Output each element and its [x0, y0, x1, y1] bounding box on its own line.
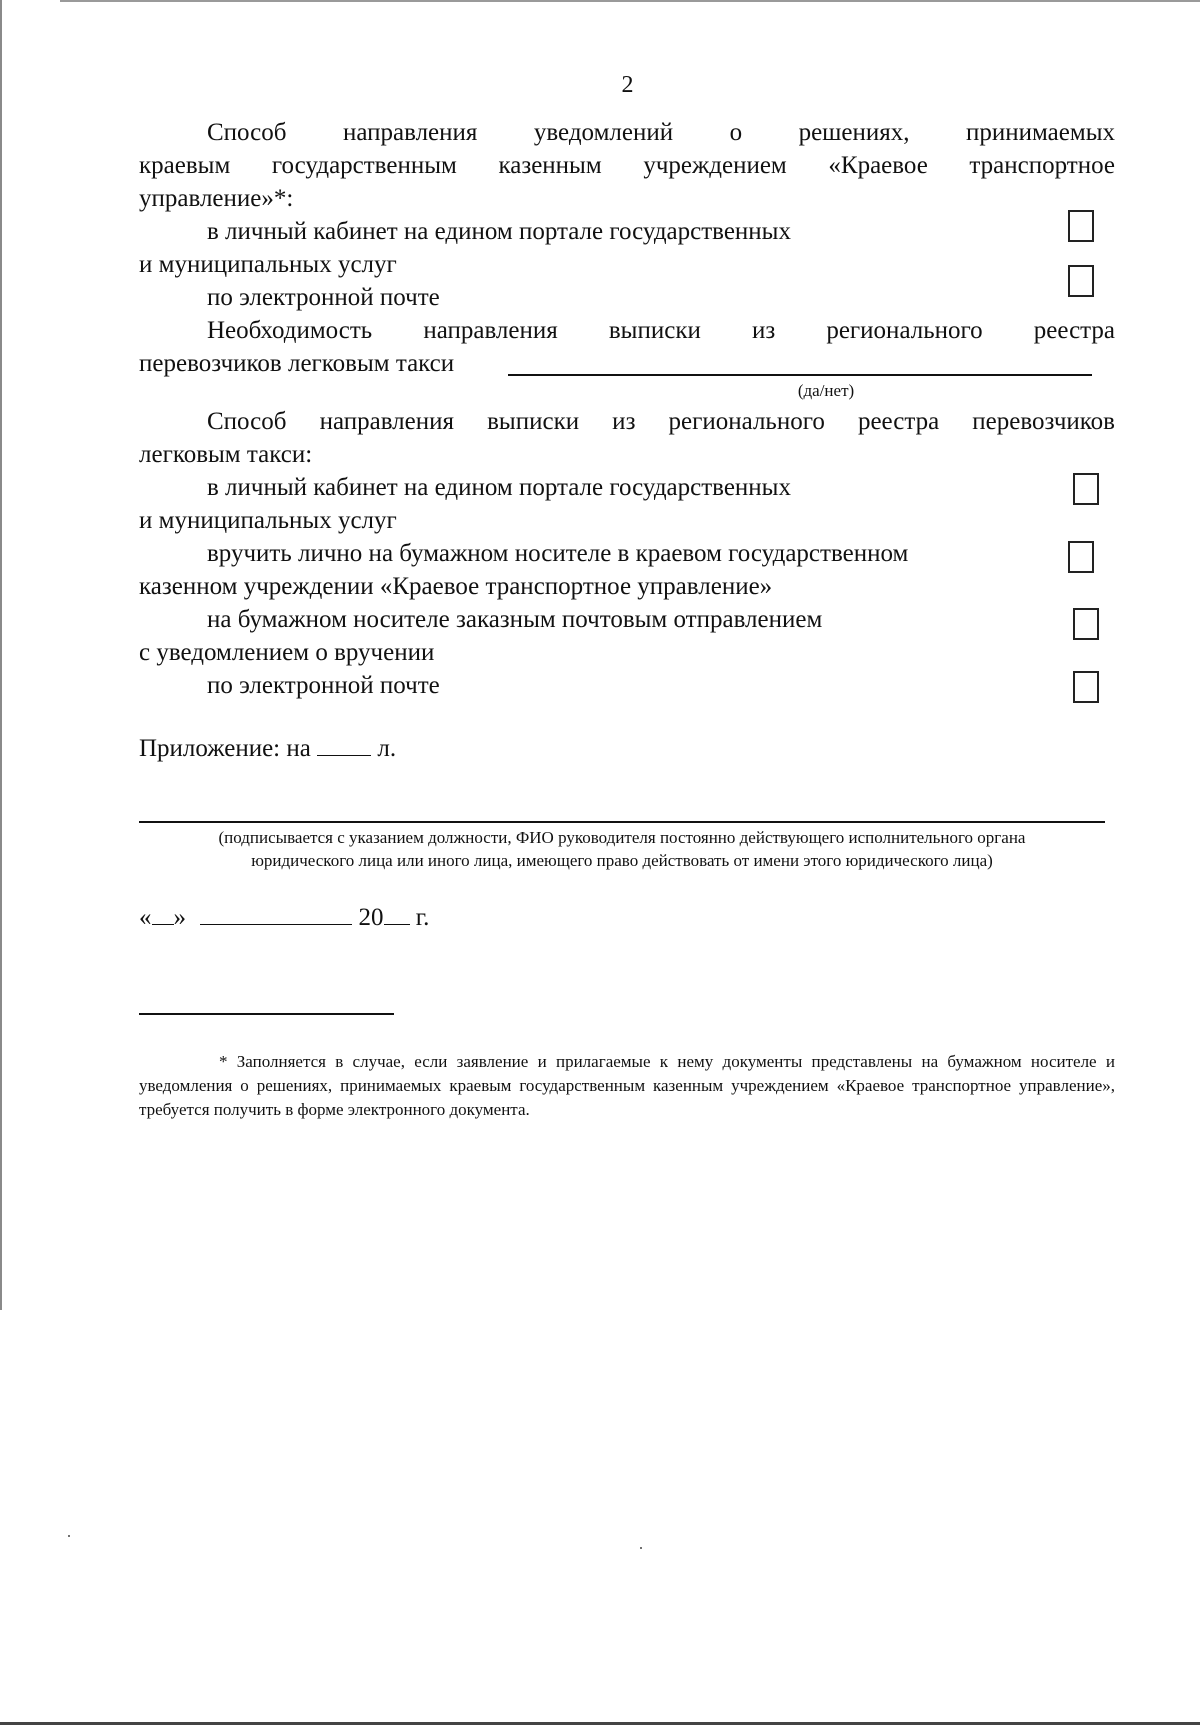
signature-caption-line2: юридического лица или иного лица, имеющего право действовать от имени этого юридического лица): [251, 851, 993, 870]
extract-option-portal-line2: и муниципальных услуг: [139, 507, 397, 534]
extract-option-portal-line1: в личный кабинет на едином портале государственных: [207, 474, 791, 501]
extract-need-field[interactable]: [508, 374, 1092, 376]
notification-intro-line1: Способ направления уведомлений о решениях, принимаемых: [207, 119, 1115, 146]
extract-option-mail-line2: с уведомлением о вручении: [139, 639, 435, 666]
extract-method-intro-line2: легковым такси:: [139, 441, 313, 468]
notification-email-checkbox[interactable]: [1068, 265, 1094, 297]
attachment-pages-field[interactable]: [317, 733, 371, 756]
extract-option-inperson-line2: казенном учреждении «Краевое транспортное управление»: [139, 573, 773, 600]
date-day-field[interactable]: [152, 902, 174, 925]
notification-intro-line2: краевым государственным казенным учреждением «Краевое транспортное: [139, 152, 1115, 179]
attachment-suffix: л.: [377, 735, 397, 762]
scan-bottom-border: [0, 1722, 1200, 1725]
signature-caption: [139, 826, 1105, 872]
date-open-quote: «: [139, 904, 152, 931]
attachment-prefix: Приложение: на: [139, 735, 311, 762]
date-month-field[interactable]: [200, 902, 352, 925]
footnote-rule: [139, 1013, 394, 1015]
extract-need-line1: Необходимость направления выписки из регионального реестра: [207, 317, 1115, 344]
extract-method-intro-line1: Способ направления выписки из регионального реестра перевозчиков: [207, 408, 1115, 435]
extract-option-inperson-line1: вручить лично на бумажном носителе в краевом государственном: [207, 540, 909, 567]
scan-speck: [68, 1535, 70, 1537]
footnote-text: * Заполняется в случае, если заявление и прилагаемые к нему документы представлены на бумажном носителе и уведомления о решениях, принимаемых краевым государственным казенным учреждением «Краевое транспортное управление», требуется получить в форме электронного документа.: [139, 1052, 1115, 1119]
extract-need-hint: (да/нет): [797, 381, 855, 400]
extract-option-mail-line1: на бумажном носителе заказным почтовым отправлением: [207, 606, 823, 633]
signature-caption-line1: (подписывается с указанием должности, ФИО руководителя постоянно действующего исполнительного органа: [218, 828, 1026, 847]
extract-email-checkbox[interactable]: [1073, 671, 1099, 703]
notification-option-email: по электронной почте: [207, 284, 440, 311]
date-line: [139, 902, 429, 933]
date-close-quote: »: [173, 904, 186, 931]
attachment-line: [139, 733, 396, 764]
scan-speck: [640, 1547, 642, 1549]
extract-portal-checkbox[interactable]: [1073, 473, 1099, 505]
scan-left-border: [0, 0, 2, 1310]
date-year-prefix: 20: [358, 904, 384, 931]
date-year-field[interactable]: [384, 902, 410, 925]
notification-option-portal-line1: в личный кабинет на едином портале государственных: [207, 218, 791, 245]
notification-intro-line3: управление»*:: [139, 185, 294, 212]
signature-line[interactable]: [139, 821, 1105, 823]
page-number: 2: [621, 72, 634, 98]
extract-need-line2: перевозчиков легковым такси: [139, 350, 455, 377]
extract-inperson-checkbox[interactable]: [1068, 541, 1094, 573]
date-year-suffix: г.: [415, 904, 430, 931]
notification-portal-checkbox[interactable]: [1068, 210, 1094, 242]
extract-mail-checkbox[interactable]: [1073, 608, 1099, 640]
scan-top-border: [60, 0, 1200, 2]
notification-option-portal-line2: и муниципальных услуг: [139, 251, 397, 278]
extract-option-email: по электронной почте: [207, 672, 440, 699]
